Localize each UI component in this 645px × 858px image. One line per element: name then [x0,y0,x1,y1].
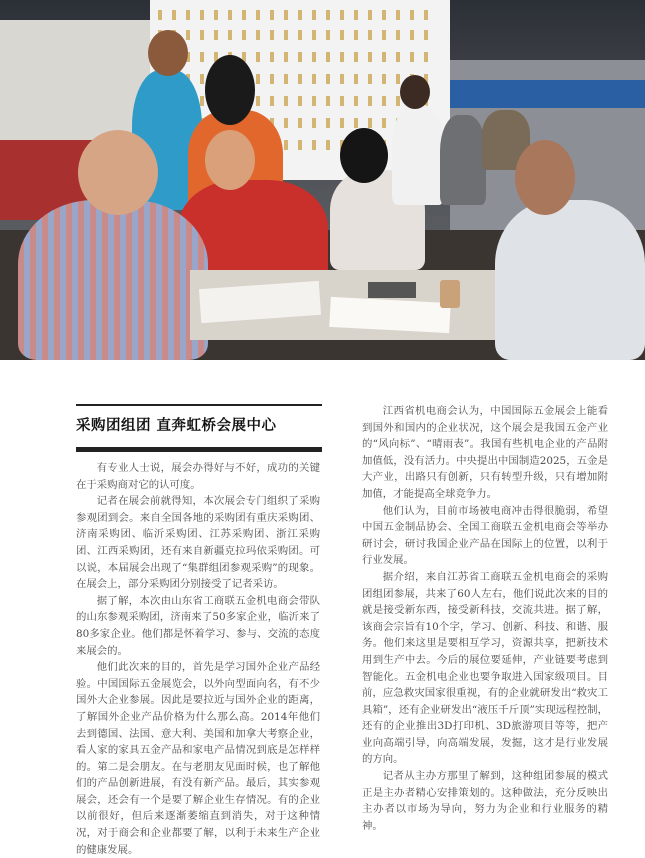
calculator [368,282,416,298]
article-column-right [362,403,608,834]
person-bearded-man [495,200,645,360]
article-headline: 采购团组团 直奔虹桥会展中心 [76,418,277,434]
headline-bottom-rule [76,447,322,452]
paragraph: 有专业人士说，展会办得好与不好，成功的关键在于采购商对它的认可度。 [76,462,320,491]
person-white-polo [392,105,444,205]
paragraph: 他们认为，目前市场被电商冲击得很脆弱，希望中国五金制品协会、全国工商联五金机电商会等举办研讨会，研讨我国企业产品在国际上的位置，以利于行业发展。 [362,504,608,567]
paragraph: 他们此次来的目的，首先是学习国外企业产品经验。中国国际五金展览会，以外向型面向名，有不少国外大企业参展。因此是要拉近与国外企业的距离，了解国外企业产品价格为什么那么高。2014年他们去到德国、法国、意大利、美国和加拿大考察企业，看人家的家具五金产品和家电产品情况到底是怎样样的。第二是会朋友。在与老朋友见面时候，也了解他们的产品创新进展，有没有新产品。最后，其实参观展会，还会有一个是要了解企业生存情况。有的企业以前很好，但后来逐渐萎缩直到消失，对于这种情况，对于商会和企业都要了解，以利于未来生产企业的健康发展。 [76,661,320,856]
person-plaid-shirt [18,200,208,360]
person-head [205,55,255,125]
paragraph: 据了解，本次由山东省工商联五金机电商会带队的山东参观采购团，济南来了50多家企业，临沂来了80多家企业。他们都是怀着学习、参与、交流的态度来展会的。 [76,594,320,657]
person-head [400,75,430,109]
paragraph: 记者在展会前就得知，本次展会专门组织了采购参观团到会。来自全国各地的采购团有重庆采购团、济南采购团、临沂采购团、江苏采购团、浙江采购团、江西采购团，还有来自新疆克拉玛依采购团。可以说，本届展会出现了“集群组团参观采购”的现象。在展会上，部分采购团分别接受了记者采访。 [76,495,320,591]
paragraph: 据介绍，来自江苏省工商联五金机电商会的采购团组团参展，共来了60人左右，他们说此次来的目的就是接受新东西，接受新科技，交流共进。据了解，该商会宗旨有10个字，学习、创新、科技、和谐、服务。他们来这里是要相互学习，资源共享，把新技术用到生产中去。今后的展位要延伸，产业链要考虑到智能化。五金机电企业也要争取进入国家级项目。目前，应急救灾国家很重视，有的企业就研发出“救灾工具箱”，还有企业研发出“液压千斤顶”实现远程控制，还有的企业推出3D打印机、3D旅游项目等等，把产业向高端引导，向高端发展，发掘，这才是行业发展的方向。 [362,570,608,766]
trade-show-photo [0,0,645,360]
paragraph: 记者从主办方那里了解到，这种组团参展的模式正是主办者精心安排策划的。这种做法，充分反映出主办者以市场为导向，努力为企业和行业服务的精神。 [362,770,608,832]
article-column-left [76,460,320,858]
person-grey-shirt [440,115,486,205]
person-head [78,130,158,215]
person-head [515,140,575,215]
person-head [148,30,188,76]
headline-top-rule [76,404,322,406]
person-head [205,130,255,190]
coffee-cup [440,280,460,308]
person-head [340,128,388,183]
documents [329,297,450,333]
paragraph: 江西省机电商会认为，中国国际五金展会上能看到国外和国内的企业状况，这个展会是我国五金产业的“风向标”、“晴雨表”。我国有些机电企业的产品附加值低，没有活力。中央提出中国制造2025，五金是大产业，出路只有创新，只有转型升级，只有增加附加值，才能提高全球竞争力。 [362,405,608,500]
